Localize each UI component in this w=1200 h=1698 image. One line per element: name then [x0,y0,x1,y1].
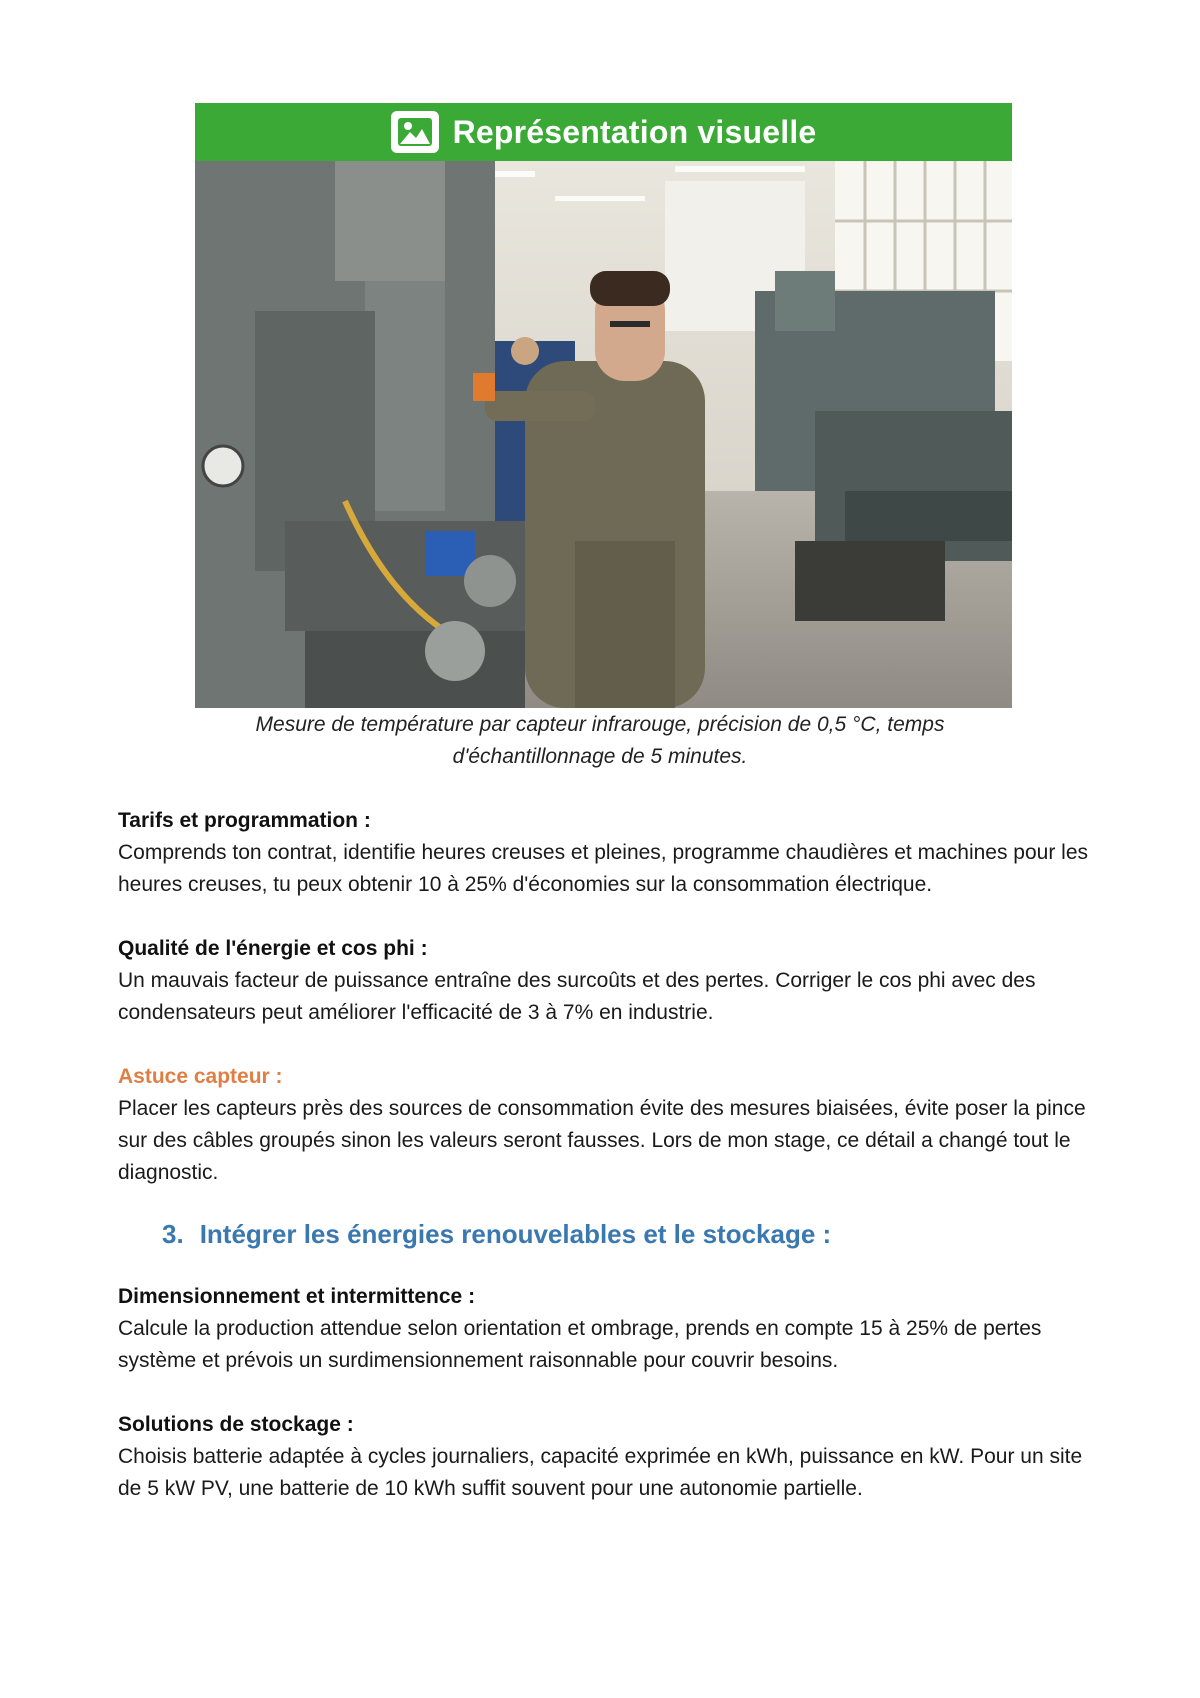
visual-representation-figure [195,103,1012,708]
figure-banner [195,103,1012,161]
stockage-text: Choisis batterie adaptée à cycles journaliers, capacité exprimée en kWh, puissance en kW. Pour un site de 5 kW PV, une batterie de 10 kWh suffit souvent pour une autonomie partielle. [118,1445,1083,1500]
image-icon [391,111,439,153]
section-heading-title: Intégrer les énergies renouvelables et le stockage : [199,1219,832,1249]
astuce-text: Placer les capteurs près des sources de consommation évite des mesures biaisées, évite poser la pince sur des câbles groupés sinon les valeurs seront fausses. Lors de mon stage, ce détail a changé tout le diagnostic. [118,1097,1086,1184]
tarifs-block [118,805,1098,901]
main-content [118,805,1098,1537]
astuce-block [118,1061,1098,1189]
stockage-title: Solutions de stockage : [118,1413,354,1436]
qualite-title: Qualité de l'énergie et cos phi : [118,937,428,960]
figure-caption: Mesure de température par capteur infrarouge, précision de 0,5 °C, temps d'échantillonnage de 5 minutes. [255,713,945,768]
qualite-block [118,933,1098,1029]
dimensionnement-title: Dimensionnement et intermittence : [118,1285,476,1308]
tarifs-title: Tarifs et programmation : [118,809,371,832]
qualite-text: Un mauvais facteur de puissance entraîne des surcoûts et des pertes. Corriger le cos phi avec des condensateurs peut améliorer l'efficacité de 3 à 7% en industrie. [118,969,1036,1024]
workshop-photo [195,161,1012,708]
figure-banner-title: Représentation visuelle [452,113,817,150]
section-heading-3 [162,1217,1098,1251]
dimensionnement-text: Calcule la production attendue selon orientation et ombrage, prends en compte 15 à 25% de pertes système et prévois un surdimensionnement raisonnable pour couvrir besoins. [118,1317,1042,1372]
astuce-title: Astuce capteur : [118,1065,283,1088]
dimensionnement-block [118,1281,1098,1377]
stockage-block [118,1409,1098,1505]
section-heading-number: 3. [162,1219,184,1249]
tarifs-text: Comprends ton contrat, identifie heures creuses et pleines, programme chaudières et machines pour les heures creuses, tu peux obtenir 10 à 25% d'économies sur la consommation électrique. [118,841,1089,896]
